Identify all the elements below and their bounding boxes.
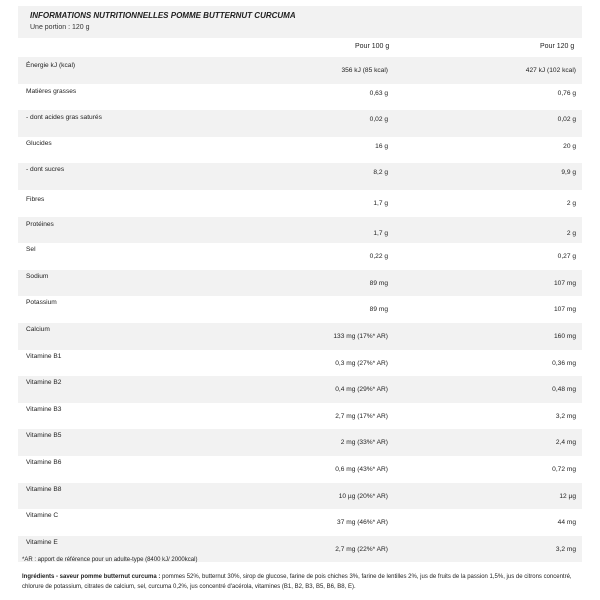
value-per-120g: 0,02 g xyxy=(557,116,576,124)
table-row xyxy=(18,217,582,244)
value-per-100g: 89 mg xyxy=(369,306,388,314)
table-row xyxy=(18,137,582,164)
column-header-per-100g: Pour 100 g xyxy=(355,43,390,50)
value-per-100g: 37 mg (46%* AR) xyxy=(337,519,388,527)
value-per-120g: 9,9 g xyxy=(561,169,576,177)
value-per-120g: 3,2 mg xyxy=(555,412,576,420)
value-per-100g: 16 g xyxy=(375,142,388,150)
table-row xyxy=(18,57,582,84)
table-row xyxy=(18,403,582,430)
value-per-100g: 0,63 g xyxy=(369,89,388,97)
value-per-120g: 12 µg xyxy=(559,492,576,500)
value-per-100g: 2,7 mg (22%* AR) xyxy=(335,545,388,553)
row-label: Vitamine C xyxy=(26,512,59,520)
table-row xyxy=(18,270,582,297)
table-row xyxy=(18,190,582,217)
value-per-120g: 44 mg xyxy=(557,519,576,527)
row-label: Protéines xyxy=(26,220,54,228)
value-per-120g: 2,4 mg xyxy=(555,439,576,447)
row-label: Vitamine B6 xyxy=(26,459,62,466)
value-per-120g: 107 mg xyxy=(554,279,576,287)
table-row xyxy=(18,243,582,270)
row-label: Matières grasses xyxy=(26,87,77,95)
table-header xyxy=(18,6,582,38)
footnote: *AR : apport de référence pour un adulte-type (8400 kJ/ 2000kcal) xyxy=(22,557,198,563)
table-row xyxy=(18,509,582,536)
table-row xyxy=(18,84,582,111)
value-per-100g: 0,02 g xyxy=(369,116,388,124)
table-row xyxy=(18,163,582,190)
value-per-120g: 0,76 g xyxy=(557,89,576,97)
value-per-100g: 10 µg (20%* AR) xyxy=(338,492,388,500)
value-per-120g: 2 g xyxy=(566,229,576,237)
row-label: Énergie kJ (kcal) xyxy=(26,62,76,69)
value-per-120g: 0,36 mg xyxy=(552,359,576,367)
ingredients-label: Ingrédients - saveur pomme butternut curcuma : xyxy=(22,574,161,580)
value-per-100g: 8,2 g xyxy=(373,169,388,177)
row-label: Potassium xyxy=(26,299,57,307)
row-label: Vitamine B1 xyxy=(26,352,62,360)
table-row xyxy=(18,296,582,323)
value-per-120g: 0,27 g xyxy=(557,253,576,261)
portion-size: Une portion : 120 g xyxy=(30,24,90,31)
value-per-120g: 2 g xyxy=(566,200,576,207)
value-per-120g: 160 mg xyxy=(554,333,576,340)
row-label: Calcium xyxy=(26,326,50,333)
table-row xyxy=(18,376,582,403)
value-per-120g: 107 mg xyxy=(554,306,576,314)
value-per-100g: 0,6 mg (43%* AR) xyxy=(335,466,388,473)
value-per-120g: 0,72 mg xyxy=(552,466,576,473)
ingredients-list: pommes 52%, butternut 30%, sirop de glucose, farine de pois chiches 3%, farine de lentilles 2%, jus de fruits de la passion 1,5%, jus de citrons concentré, chlorure de potassium, citrates de calcium, sel, curcuma 0,2%, jus concentré d'acérola, vitamines (B1, B2, B3, B5, B6, B8, E). xyxy=(22,574,572,590)
row-label: Vitamine B5 xyxy=(26,432,62,440)
value-per-120g: 0,48 mg xyxy=(552,386,576,394)
value-per-100g: 356 kJ (85 kcal) xyxy=(341,67,388,74)
row-label: Vitamine B8 xyxy=(26,485,62,493)
ingredients-text xyxy=(22,572,578,592)
value-per-120g: 20 g xyxy=(563,142,576,150)
row-label: Fibres xyxy=(26,196,45,203)
table-row xyxy=(18,323,582,350)
row-label: - dont acides gras saturés xyxy=(26,114,102,122)
value-per-100g: 133 mg (17%* AR) xyxy=(333,333,388,340)
value-per-100g: 89 mg xyxy=(369,279,388,287)
value-per-100g: 0,4 mg (29%* AR) xyxy=(335,386,388,394)
value-per-100g: 0,22 g xyxy=(369,253,388,261)
table-row xyxy=(18,110,582,137)
column-header-per-120g: Pour 120 g xyxy=(540,43,575,50)
table-row xyxy=(18,483,582,510)
row-label: Sel xyxy=(26,246,36,254)
table-title: INFORMATIONS NUTRITIONNELLES POMME BUTTERNUT CURCUMA xyxy=(30,11,296,20)
value-per-100g: 2,7 mg (17%* AR) xyxy=(335,412,388,420)
row-label: - dont sucres xyxy=(26,166,65,174)
value-per-100g: 0,3 mg (27%* AR) xyxy=(335,359,388,367)
value-per-100g: 1,7 g xyxy=(373,229,388,237)
row-label: Vitamine E xyxy=(26,538,58,546)
row-label: Vitamine B2 xyxy=(26,379,62,387)
value-per-120g: 427 kJ (102 kcal) xyxy=(525,67,576,74)
row-label: Vitamine B3 xyxy=(26,405,62,413)
value-per-100g: 2 mg (33%* AR) xyxy=(340,439,388,447)
row-label: Sodium xyxy=(26,272,49,280)
value-per-100g: 1,7 g xyxy=(373,200,388,207)
table-row xyxy=(18,456,582,483)
table-row xyxy=(18,350,582,377)
row-label: Glucides xyxy=(26,139,52,147)
value-per-120g: 3,2 mg xyxy=(555,545,576,553)
table-row xyxy=(18,429,582,456)
